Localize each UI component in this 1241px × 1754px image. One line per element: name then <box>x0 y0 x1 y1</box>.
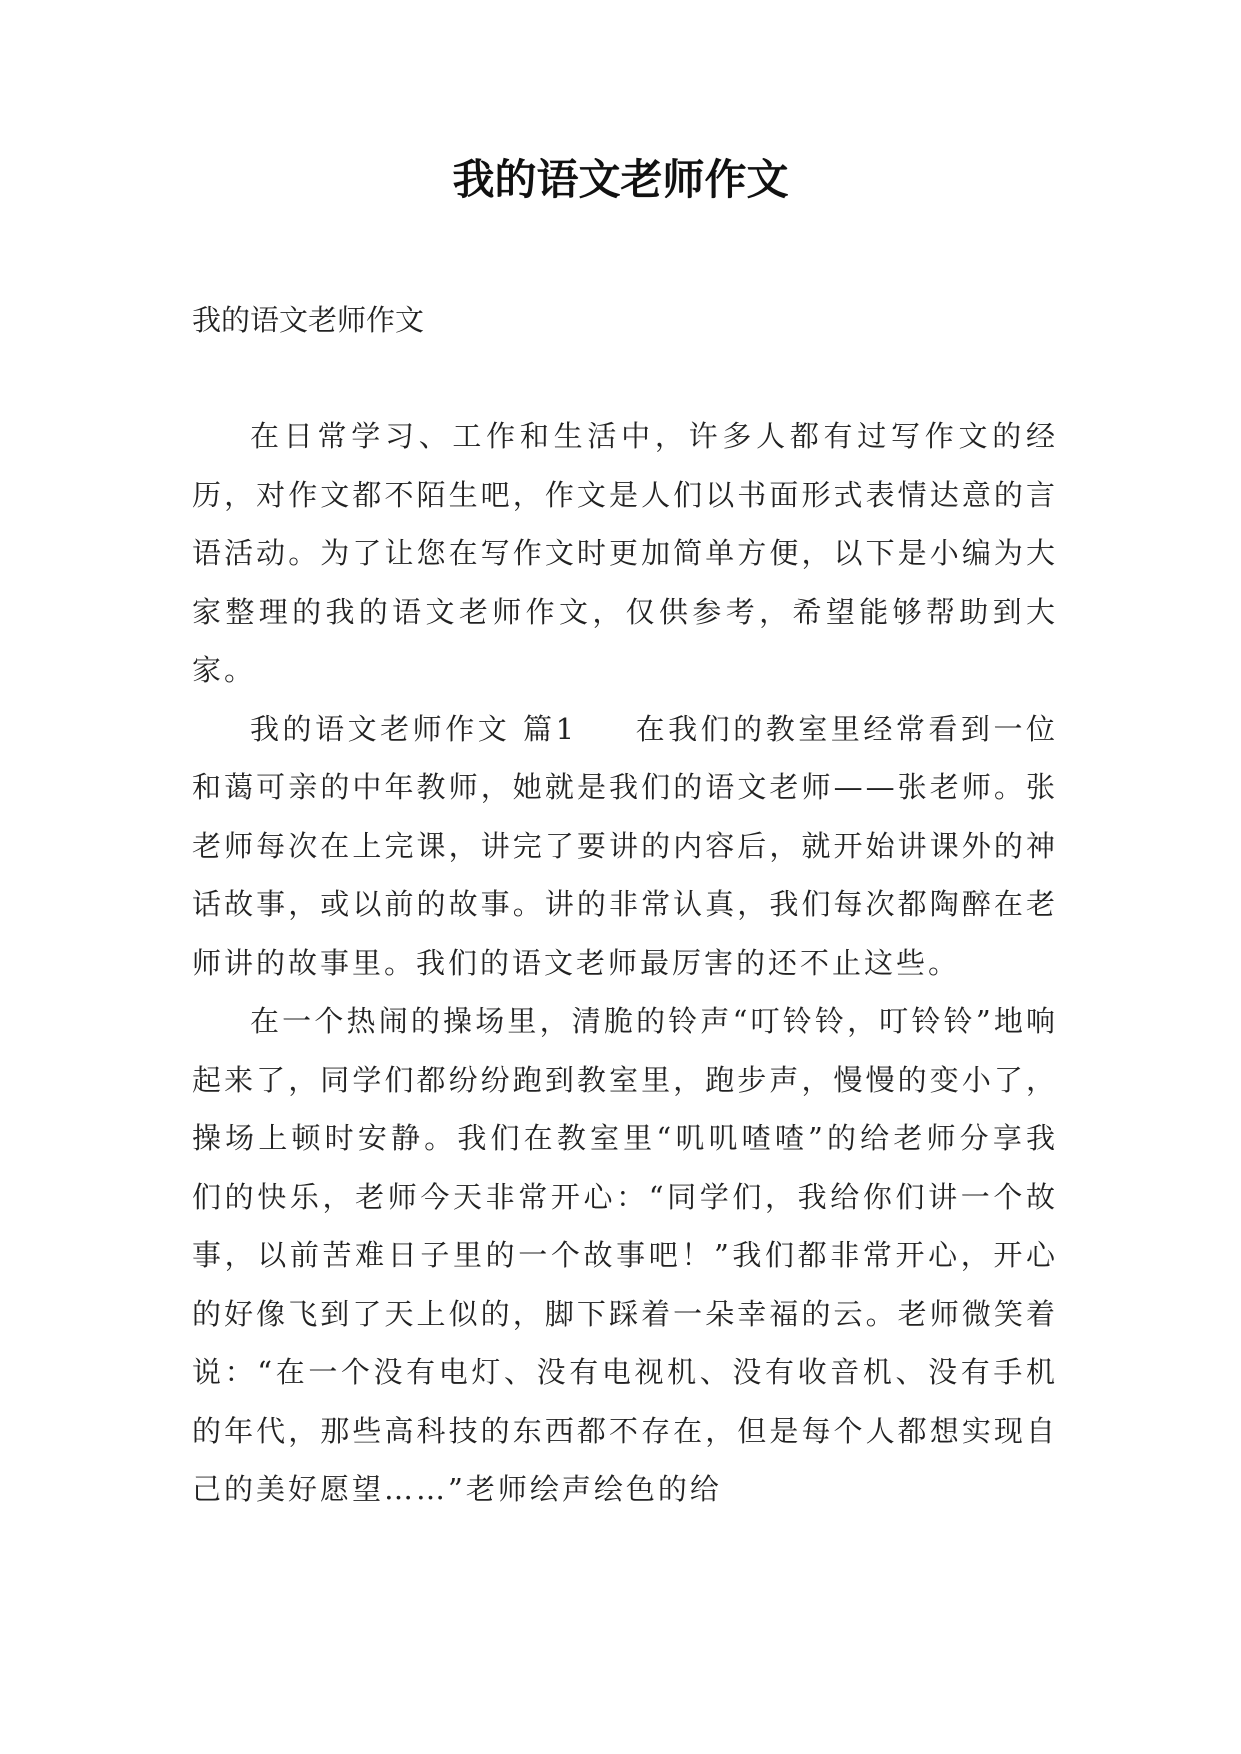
page-title: 我的语文老师作文 <box>452 155 789 204</box>
section-1-text: 在我们的教室里经常看到一位和蔼可亲的中年教师，她就是我们的语文老师——张老师。张老师每次在上完课，讲完了要讲的内容后，就开始讲课外的神话故事，或以前的故事。讲的非常认真，我们每次都陶醉在老师讲的故事里。我们的语文老师最厉害的还不止这些。 <box>192 711 1058 980</box>
story-paragraph: 在一个热闹的操场里，清脆的铃声“叮铃铃，叮铃铃”地响起来了，同学们都纷纷跑到教室里，跑步声，慢慢的变小了，操场上顿时安静。我们在教室里“叽叽喳喳”的给老师分享我们的快乐，老师今天非常开心：“同学们，我给你们讲一个故事，以前苦难日子里的一个故事吧！”我们都非常开心，开心的好像飞到了天上似的，脚下踩着一朵幸福的云。老师微笑着说：“在一个没有电灯、没有电视机、没有收音机、没有手机的年代，那些高科技的东西都不存在，但是每个人都想实现自己的美好愿望……”老师绘声绘色的给 <box>192 1004 1058 1506</box>
section-1-paragraph <box>192 700 1058 993</box>
intro-paragraph: 在日常学习、工作和生活中，许多人都有过写作文的经历，对作文都不陌生吧，作文是人们以书面形式表情达意的言语活动。为了让您在写作文时更加简单方便，以下是小编为大家整理的我的语文老师作文，仅供参考，希望能够帮助到大家。 <box>192 419 1058 687</box>
section-1-heading: 我的语文老师作文 篇1 <box>250 711 578 746</box>
document-subtitle: 我的语文老师作文 <box>192 303 425 337</box>
document-body <box>192 291 1058 1519</box>
